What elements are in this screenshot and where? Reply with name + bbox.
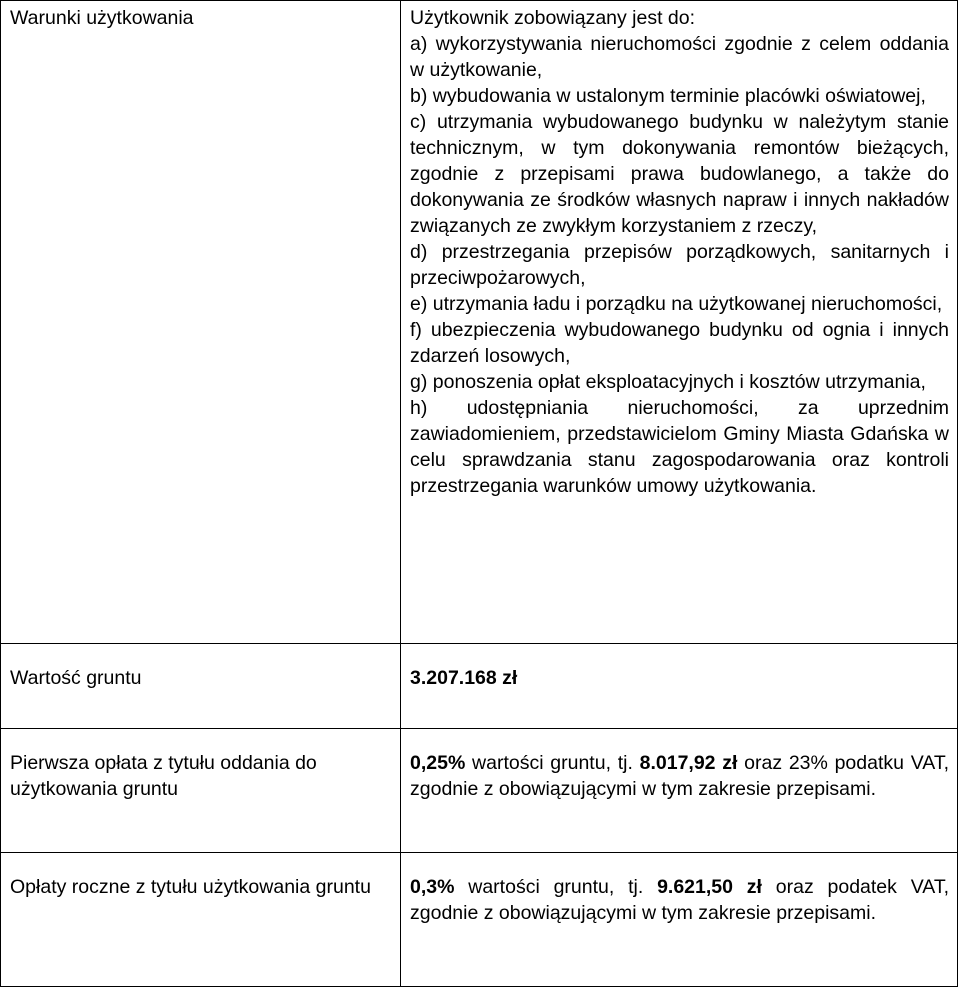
land-value-label: Wartość gruntu xyxy=(1,644,401,729)
annual-fees-label: Opłaty roczne z tytułu użytkowania gruntu xyxy=(1,853,401,987)
table-row-first-fee xyxy=(1,729,958,853)
condition-item-e: e) utrzymania ładu i porządku na użytkowanej nieruchomości, xyxy=(410,293,943,315)
condition-item-a: a) wykorzystywania nieruchomości zgodnie z celem oddania w użytkowanie, xyxy=(410,33,949,81)
first-fee-label: Pierwsza opłata z tytułu oddania do użytkowania gruntu xyxy=(1,729,401,853)
table-row-annual-fees xyxy=(1,853,958,987)
annual-fees-amount: 9.621,50 zł xyxy=(657,876,762,898)
condition-item-d: d) przestrzegania przepisów porządkowych, sanitarnych i przeciwpożarowych, xyxy=(410,241,949,289)
annual-fees-percent: 0,3% xyxy=(410,876,455,898)
condition-item-b: b) wybudowania w ustalonym terminie placówki oświatowej, xyxy=(410,85,926,107)
land-value-amount: 3.207.168 zł xyxy=(401,644,958,729)
first-fee-text2: oraz 23% podatku VAT, zgodnie z obowiązującymi w tym zakresie przepisami. xyxy=(410,752,949,800)
first-fee-amount: 8.017,92 zł xyxy=(639,752,738,774)
condition-item-f: f) ubezpieczenia wybudowanego budynku od ognia i innych zdarzeń losowych, xyxy=(410,319,949,367)
annual-fees-value xyxy=(401,853,958,987)
annual-fees-text2: oraz podatek VAT, zgodnie z obowiązującymi w tym zakresie przepisami. xyxy=(410,876,949,924)
first-fee-percent: 0,25% xyxy=(410,752,466,774)
conditions-label: Warunki użytkowania xyxy=(1,1,401,644)
first-fee-value xyxy=(401,729,958,853)
annual-fees-text1: wartości gruntu, tj. xyxy=(454,876,658,898)
conditions-value xyxy=(401,1,958,644)
table-row-conditions xyxy=(1,1,958,644)
condition-item-g: g) ponoszenia opłat eksploatacyjnych i kosztów utrzymania, xyxy=(410,371,926,393)
first-fee-text1: wartości gruntu, tj. xyxy=(465,752,640,774)
condition-item-h: h) udostępniania nieruchomości, za uprzednim zawiadomieniem, przedstawicielom Gminy Miasta Gdańska w celu sprawdzania stanu zagospodarowania oraz kontroli przestrzegania warunków umowy użytkowania. xyxy=(410,397,949,497)
condition-item-c: c) utrzymania wybudowanego budynku w należytym stanie technicznym, w tym dokonywania remontów bieżących, zgodnie z przepisami prawa budowlanego, a także do dokonywania ze środków własnych napraw i innych nakładów związanych ze zwykłym korzystaniem z rzeczy, xyxy=(410,111,949,237)
table-row-land-value xyxy=(1,644,958,729)
conditions-intro: Użytkownik zobowiązany jest do: xyxy=(410,7,696,29)
